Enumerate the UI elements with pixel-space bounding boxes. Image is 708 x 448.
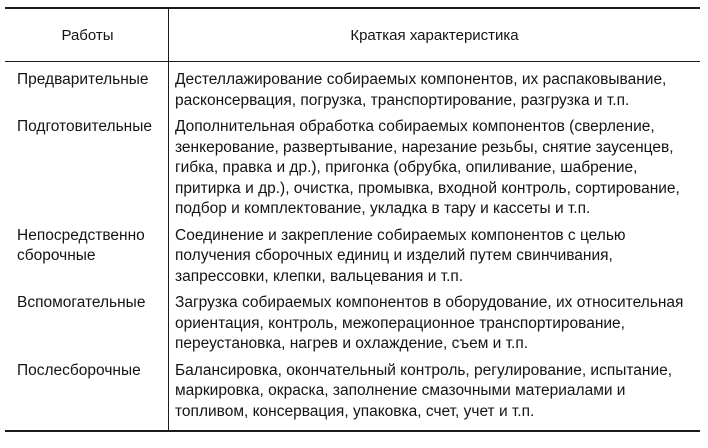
description-cell xyxy=(168,114,700,223)
description-line: притирка и др.), очистка, промывка, входной контроль, сортирование, xyxy=(175,179,680,197)
table-row xyxy=(5,358,700,431)
work-type-line: Послесборочные xyxy=(17,361,141,379)
description-line: запрессовки, клепки, вальцевания и т.п. xyxy=(175,267,464,285)
description-cell xyxy=(168,223,700,291)
work-type-line: Непосредственно xyxy=(17,226,145,244)
header-description-label: Краткая характеристика xyxy=(350,26,519,44)
table-body xyxy=(5,62,700,430)
work-type-cell xyxy=(5,223,168,291)
work-type-cell xyxy=(5,62,168,114)
description-line: Загрузка собираемых компонентов в оборудование, их относительная xyxy=(175,294,684,311)
description-cell xyxy=(168,358,700,431)
description-line: топливом, консервация, упаковка, счет, учет и т.п. xyxy=(175,402,535,420)
description-cell xyxy=(168,62,700,114)
description-line: зенкерование, развертывание, нарезание резьбы, снятие заусенцев, xyxy=(175,138,674,156)
description-line: подбор и комплектование, укладка в тару и кассеты и т.п. xyxy=(175,200,591,217)
table-row xyxy=(5,62,700,114)
description-cell xyxy=(168,290,700,358)
table-bottom-rule xyxy=(5,430,700,432)
work-type-line: сборочные xyxy=(17,247,96,264)
description-line: ориентация, контроль, межоперационное транспортирование, xyxy=(175,314,625,332)
description-line: Балансировка, окончательный контроль, регулирование, испытание, xyxy=(175,361,673,379)
work-type-cell xyxy=(5,358,168,431)
header-works: Работы xyxy=(61,26,114,44)
work-type-line: Вспомогательные xyxy=(17,294,146,311)
description-line: маркировка, окраска, заполнение смазочными материалами и xyxy=(175,382,626,399)
description-line: Дестеллажирование собираемых компонентов, их распаковывание, xyxy=(175,71,667,88)
description-line: расконсервация, погрузка, транспортирование, разгрузка и т.п. xyxy=(175,91,630,109)
description-line: Соединение и закрепление собираемых компонентов с целью xyxy=(175,226,626,244)
description-line: Дополнительная обработка собираемых компонентов (сверление, xyxy=(175,118,655,135)
table-row xyxy=(5,114,700,223)
works-table xyxy=(5,7,700,432)
header-description xyxy=(168,9,700,61)
work-type-line: Подготовительные xyxy=(17,118,152,135)
description-line: получения сборочных единиц и изделий путем свинчивания, xyxy=(175,247,613,264)
description-line: гибка, правка и др.), пригонка (обрубка, опиливание, шабрение, xyxy=(175,159,638,176)
table-row xyxy=(5,290,700,358)
table-header xyxy=(5,9,700,61)
work-type-cell xyxy=(5,290,168,358)
work-type-line: Предварительные xyxy=(17,71,149,88)
work-type-cell xyxy=(5,114,168,223)
description-line: переустановка, нагрев и охлаждение, съем и т.п. xyxy=(175,335,529,352)
table-row xyxy=(5,223,700,291)
